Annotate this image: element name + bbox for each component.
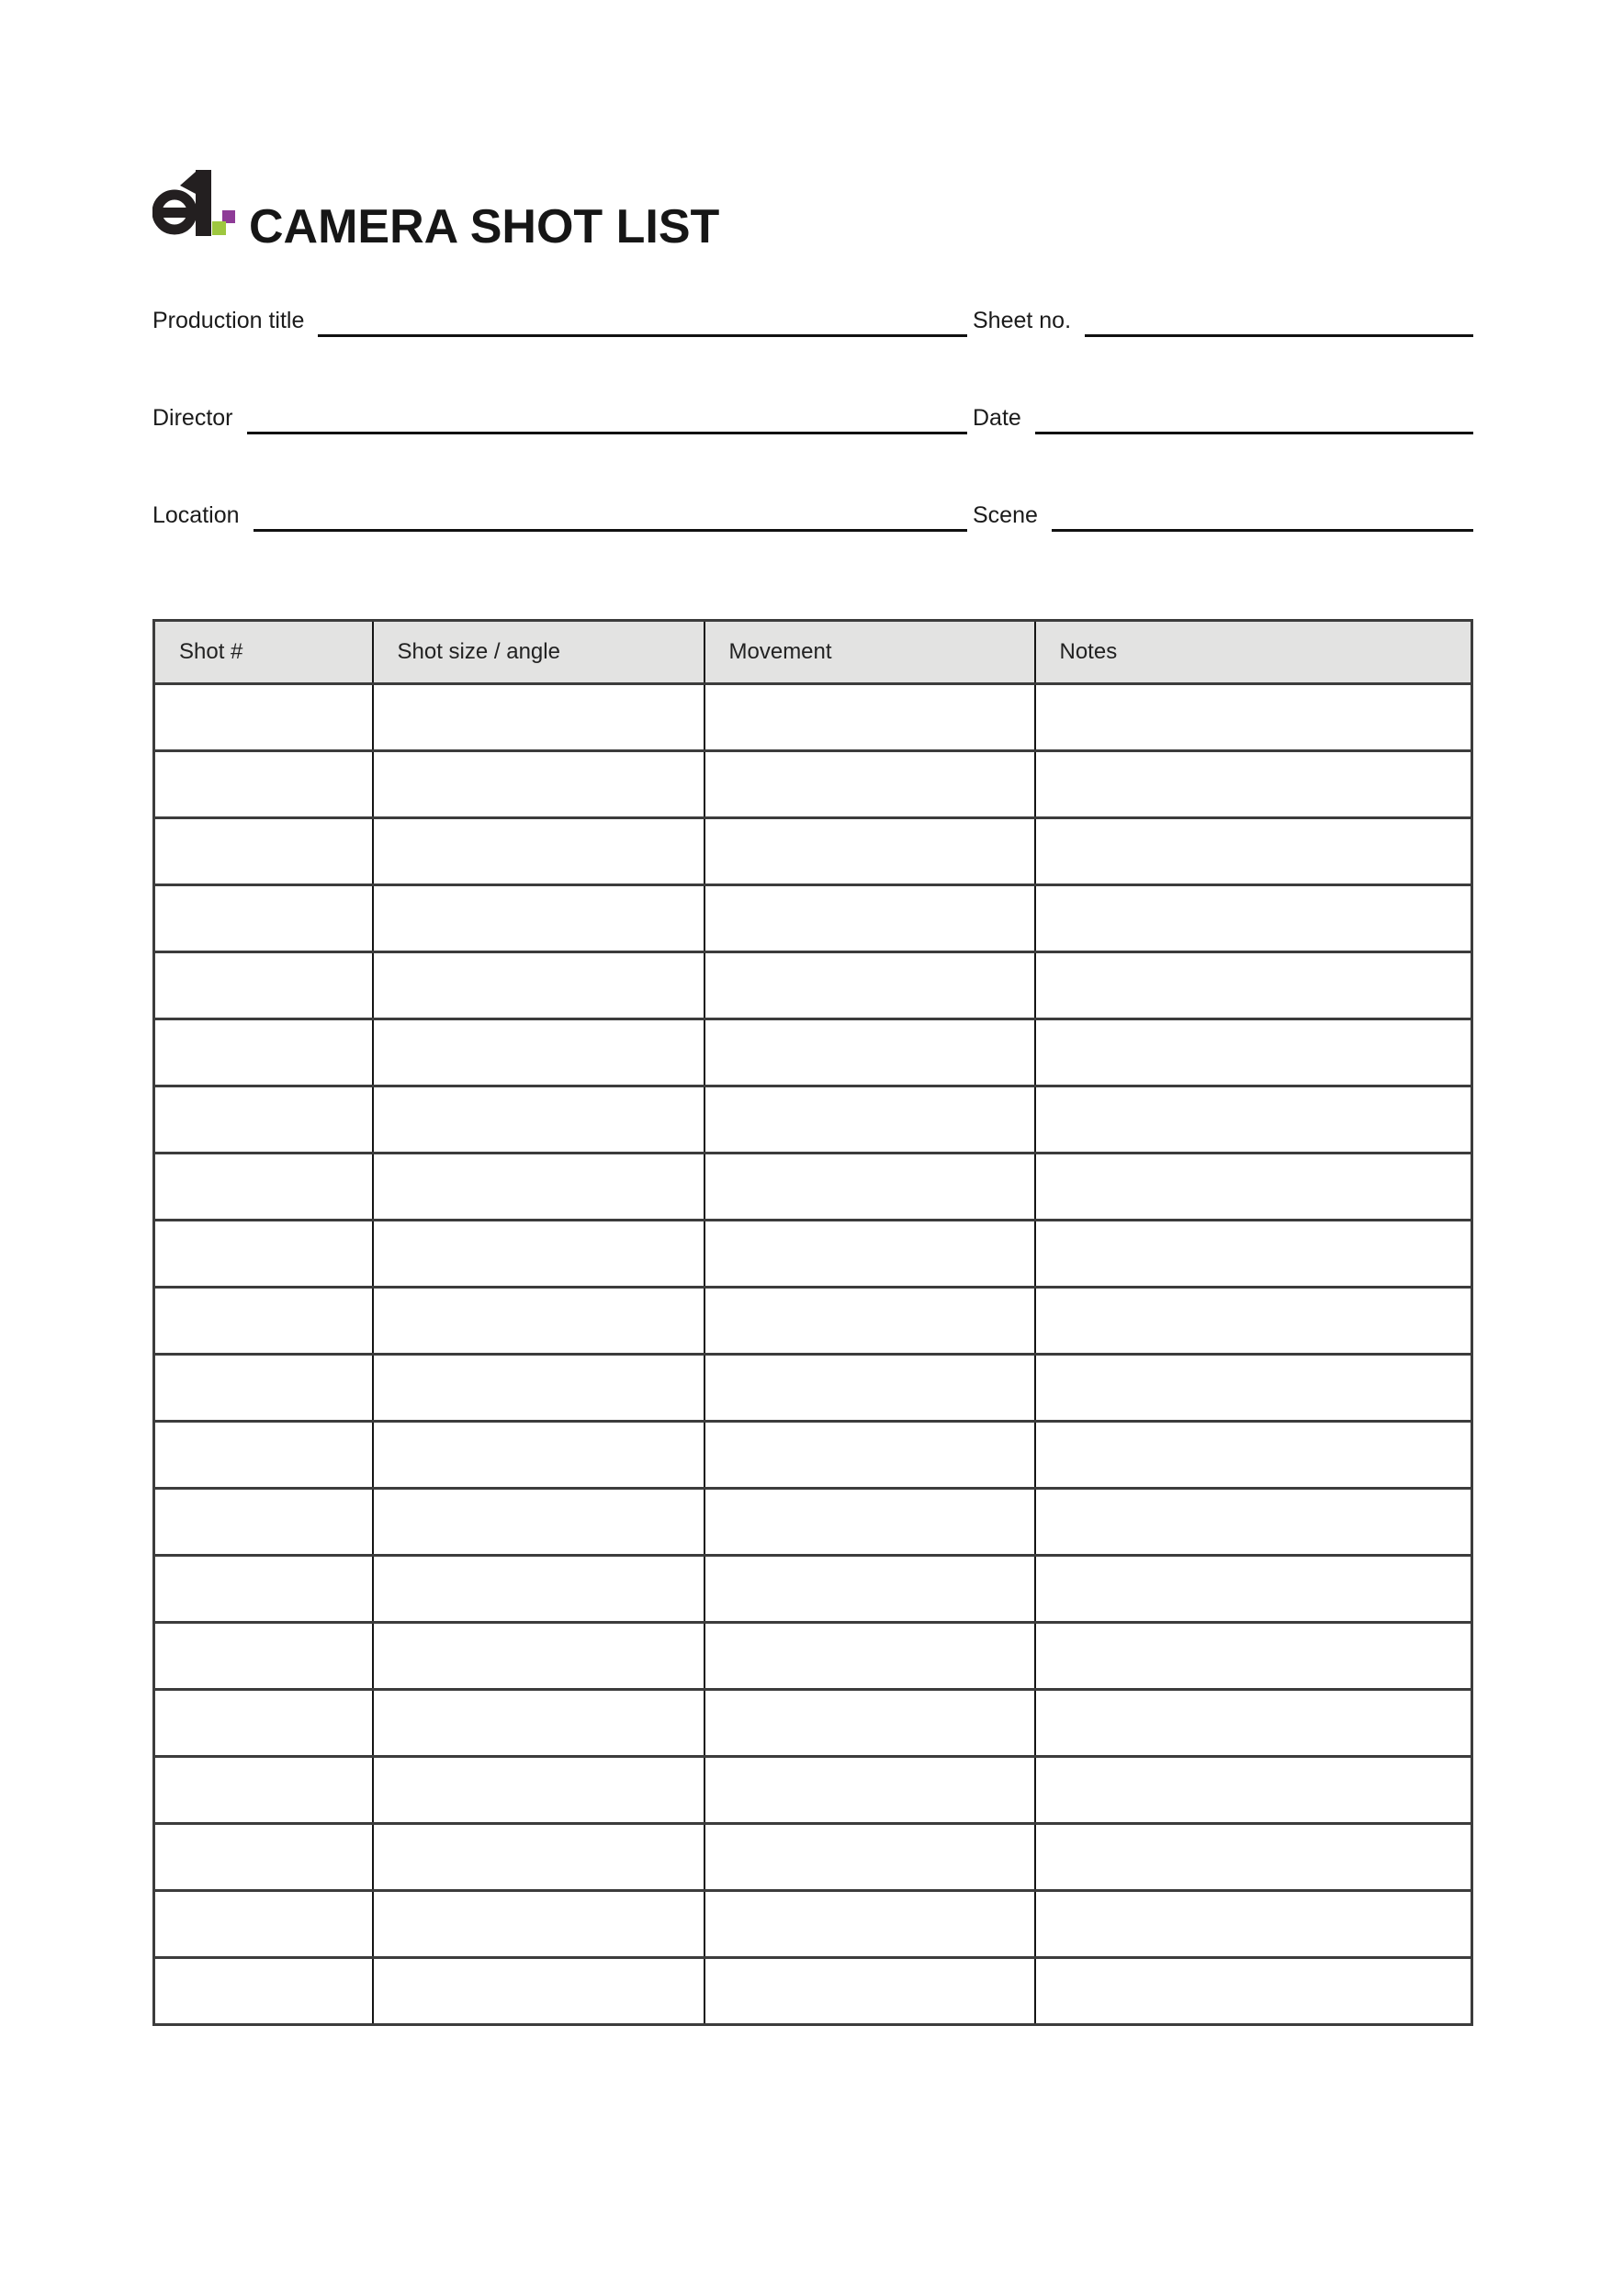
table-row bbox=[154, 952, 1472, 1019]
field-line-production-title bbox=[318, 304, 967, 337]
field-line-date bbox=[1035, 401, 1473, 434]
table-cell bbox=[154, 1019, 373, 1086]
table-cell bbox=[373, 1757, 704, 1824]
column-header-movement: Movement bbox=[704, 621, 1035, 684]
table-row bbox=[154, 1623, 1472, 1690]
field-line-director bbox=[247, 401, 967, 434]
table-cell bbox=[373, 1019, 704, 1086]
table-cell bbox=[1035, 1958, 1472, 2025]
table-cell bbox=[1035, 1757, 1472, 1824]
column-header-notes: Notes bbox=[1035, 621, 1472, 684]
table-cell bbox=[1035, 1556, 1472, 1623]
field-row-production-sheet bbox=[152, 304, 1473, 337]
table-cell bbox=[704, 1556, 1035, 1623]
table-header-row bbox=[154, 621, 1472, 684]
table-cell bbox=[373, 1623, 704, 1690]
field-label-date: Date bbox=[973, 405, 1021, 431]
table-cell bbox=[1035, 1489, 1472, 1556]
field-line-sheet-no bbox=[1085, 304, 1473, 337]
table-cell bbox=[1035, 1086, 1472, 1154]
table-cell bbox=[154, 1958, 373, 2025]
table-cell bbox=[1035, 1221, 1472, 1288]
table-cell bbox=[1035, 885, 1472, 952]
table-cell bbox=[704, 952, 1035, 1019]
table-cell bbox=[154, 1824, 373, 1891]
field-sheet-no bbox=[973, 304, 1473, 337]
column-header-shot-size-angle: Shot size / angle bbox=[373, 621, 704, 684]
field-production-title bbox=[152, 304, 973, 337]
table-cell bbox=[704, 1355, 1035, 1422]
table-row bbox=[154, 1757, 1472, 1824]
table-cell bbox=[1035, 1891, 1472, 1958]
table-row bbox=[154, 818, 1472, 885]
field-label-location: Location bbox=[152, 502, 240, 528]
field-line-location bbox=[254, 499, 967, 532]
field-label-scene: Scene bbox=[973, 502, 1038, 528]
table-row bbox=[154, 1489, 1472, 1556]
table-cell bbox=[373, 1891, 704, 1958]
page-title: CAMERA SHOT LIST bbox=[249, 200, 720, 253]
table-row bbox=[154, 1288, 1472, 1355]
table-cell bbox=[704, 1221, 1035, 1288]
table-row bbox=[154, 1690, 1472, 1757]
table-cell bbox=[154, 1891, 373, 1958]
table-cell bbox=[704, 751, 1035, 818]
shot-list-table bbox=[152, 619, 1473, 2026]
table-row bbox=[154, 1958, 1472, 2025]
table-cell bbox=[704, 1958, 1035, 2025]
table-cell bbox=[1035, 751, 1472, 818]
table-cell bbox=[373, 1154, 704, 1221]
table-cell bbox=[1035, 818, 1472, 885]
table-cell bbox=[373, 684, 704, 751]
table-cell bbox=[704, 885, 1035, 952]
table-cell bbox=[154, 1086, 373, 1154]
table-cell bbox=[1035, 1019, 1472, 1086]
table-row bbox=[154, 885, 1472, 952]
table-cell bbox=[373, 1288, 704, 1355]
field-label-director: Director bbox=[152, 405, 233, 431]
table-cell bbox=[704, 1891, 1035, 1958]
field-director bbox=[152, 401, 973, 434]
field-row-director-date bbox=[152, 401, 1473, 434]
table-cell bbox=[373, 1489, 704, 1556]
table-cell bbox=[1035, 684, 1472, 751]
table-cell bbox=[373, 751, 704, 818]
table-row bbox=[154, 1086, 1472, 1154]
field-location bbox=[152, 499, 973, 532]
table-cell bbox=[704, 818, 1035, 885]
table-cell bbox=[704, 1824, 1035, 1891]
table-cell bbox=[373, 1221, 704, 1288]
table-cell bbox=[704, 1019, 1035, 1086]
table-cell bbox=[154, 885, 373, 952]
table-cell bbox=[1035, 1422, 1472, 1489]
table-cell bbox=[373, 952, 704, 1019]
table-cell bbox=[154, 1556, 373, 1623]
table-cell bbox=[1035, 1623, 1472, 1690]
table-cell bbox=[704, 1757, 1035, 1824]
table-cell bbox=[1035, 1690, 1472, 1757]
table-row bbox=[154, 1154, 1472, 1221]
table-cell bbox=[154, 952, 373, 1019]
table-cell bbox=[704, 1288, 1035, 1355]
field-scene bbox=[973, 499, 1473, 532]
field-row-location-scene bbox=[152, 499, 1473, 532]
table-row bbox=[154, 1422, 1472, 1489]
table-cell bbox=[373, 1958, 704, 2025]
table-row bbox=[154, 1556, 1472, 1623]
table-cell bbox=[154, 818, 373, 885]
table-row bbox=[154, 684, 1472, 751]
table-cell bbox=[154, 1690, 373, 1757]
table-cell bbox=[704, 1623, 1035, 1690]
table-cell bbox=[154, 1355, 373, 1422]
table-cell bbox=[373, 1086, 704, 1154]
table-cell bbox=[1035, 952, 1472, 1019]
table-cell bbox=[704, 1690, 1035, 1757]
table-row bbox=[154, 1824, 1472, 1891]
table-cell bbox=[373, 1422, 704, 1489]
table-cell bbox=[704, 1154, 1035, 1221]
info-fields bbox=[152, 304, 1473, 532]
field-label-sheet-no: Sheet no. bbox=[973, 308, 1072, 333]
table-cell bbox=[1035, 1288, 1472, 1355]
table-cell bbox=[704, 684, 1035, 751]
table-cell bbox=[154, 684, 373, 751]
field-date bbox=[973, 401, 1473, 434]
shot-table-body bbox=[154, 684, 1472, 2025]
table-cell bbox=[154, 1623, 373, 1690]
table-cell bbox=[373, 1690, 704, 1757]
table-row bbox=[154, 1355, 1472, 1422]
table-cell bbox=[373, 885, 704, 952]
table-cell bbox=[154, 751, 373, 818]
table-cell bbox=[373, 1355, 704, 1422]
table-cell bbox=[1035, 1355, 1472, 1422]
brand-logo-icon bbox=[152, 170, 237, 236]
table-row bbox=[154, 1891, 1472, 1958]
table-row bbox=[154, 751, 1472, 818]
field-line-scene bbox=[1052, 499, 1473, 532]
table-row bbox=[154, 1019, 1472, 1086]
column-header-shot-number: Shot # bbox=[154, 621, 373, 684]
table-cell bbox=[1035, 1154, 1472, 1221]
table-cell bbox=[154, 1288, 373, 1355]
table-cell bbox=[373, 1824, 704, 1891]
table-cell bbox=[154, 1154, 373, 1221]
brand-header bbox=[152, 170, 1473, 253]
table-cell bbox=[704, 1086, 1035, 1154]
table-row bbox=[154, 1221, 1472, 1288]
table-cell bbox=[373, 1556, 704, 1623]
table-cell bbox=[373, 818, 704, 885]
table-cell bbox=[154, 1489, 373, 1556]
table-cell bbox=[154, 1422, 373, 1489]
table-cell bbox=[154, 1757, 373, 1824]
table-cell bbox=[704, 1489, 1035, 1556]
field-label-production-title: Production title bbox=[152, 308, 305, 333]
table-cell bbox=[1035, 1824, 1472, 1891]
table-cell bbox=[704, 1422, 1035, 1489]
table-cell bbox=[154, 1221, 373, 1288]
